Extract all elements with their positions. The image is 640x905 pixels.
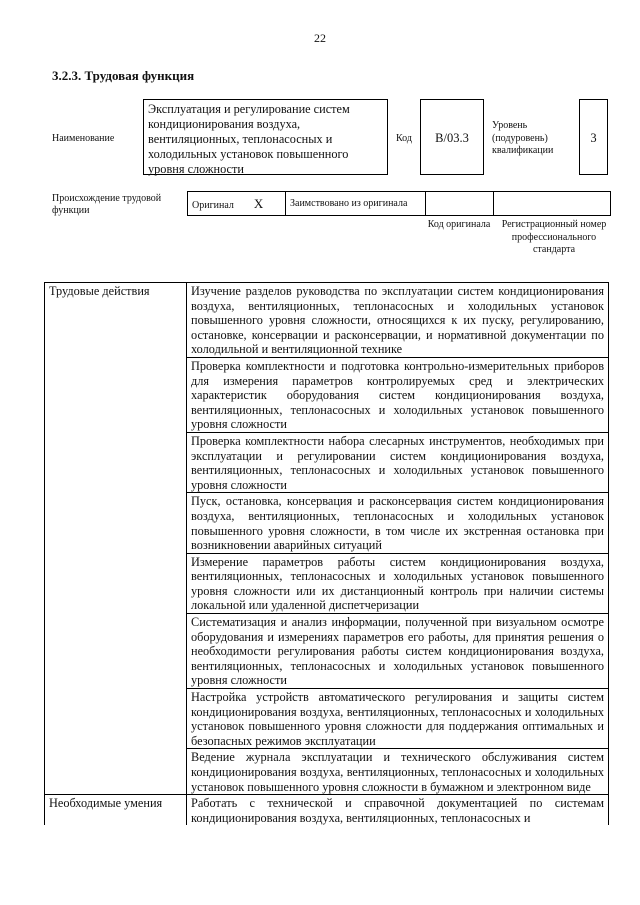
skill-item: Работать с технической и справочной документацией по системам кондиционирования воздуха, вентиляционных, теплонасосных и — [187, 795, 609, 826]
labor-action-row — [45, 283, 609, 358]
original-label: Оригинал — [192, 199, 234, 211]
origin-table — [187, 191, 611, 216]
labor-action-item: Пуск, остановка, консервация и расконсервация систем кондиционирования воздуха, вентиляционных, теплонасосных и холодильных установок повышенного уровня сложности, в том числе их экстренная остановка при возникновении аварийных ситуаций — [187, 493, 609, 553]
name-label: Наименование — [52, 133, 115, 144]
original-mark: X — [253, 195, 264, 211]
labor-action-item: Ведение журнала эксплуатации и технического обслуживания систем кондиционирования воздуха, вентиляционных, теплонасосных и холодильных установок повышенного уровня сложности в бумажном и электронном виде — [187, 749, 609, 795]
level-value-box: 3 — [579, 99, 608, 175]
origin-label: Происхождение трудовой функции — [52, 193, 162, 216]
skill-label: Необходимые умения — [45, 795, 187, 826]
reg-number-cell — [494, 192, 611, 216]
labor-action-item: Проверка комплектности набора слесарных инструментов, необходимых при эксплуатации и регулировании систем кондиционирования воздуха, вентиляционных, теплонасосных и холодильных установок повышенного уровня сложности — [187, 432, 609, 492]
code-original-label: Код оригинала — [427, 219, 491, 230]
labor-action-item: Систематизация и анализ информации, полученной при визуальном осмотре оборудования и измерениях параметров его работы, для принятия решения о необходимости регулирования работы систем кондиционирования воздуха, вентиляционных, теплонасосных и холодильных установок повышенного уровня сложности — [187, 614, 609, 689]
skill-row — [45, 795, 609, 826]
labor-action-item: Настройка устройств автоматического регулирования и защиты систем кондиционирования воздуха, вентиляционных, теплонасосных и холодильных установок повышенного уровня сложности для поддержания оптимальных и безопасных режимов эксплуатации — [187, 689, 609, 749]
section-title: 3.2.3. Трудовая функция — [52, 68, 195, 83]
page-number: 22 — [314, 31, 326, 45]
level-label: Уровень (подуровень) квалификации — [492, 120, 554, 156]
labor-action-label: Трудовые действия — [45, 283, 187, 795]
labor-function-table — [44, 282, 609, 825]
labor-action-item: Измерение параметров работы систем кондиционирования воздуха, вентиляционных, теплонасосных и холодильных установок повышенного уровня сложности или их дистанционный контроль при наличии системы локальной или удаленной диспетчеризации — [187, 553, 609, 613]
code-value-box: B/03.3 — [420, 99, 484, 175]
original-cell — [188, 192, 286, 216]
labor-action-item: Изучение разделов руководства по эксплуатации систем кондиционирования воздуха, вентиляционных, теплонасосных и холодильных установок повышенного уровня сложности, относящихся к их пуску, регулированию, остановке, консервации и расконсервации, и нормативной документации по холодильной и вентиляционной технике — [187, 283, 609, 358]
code-label: Код — [396, 133, 412, 144]
borrowed-label: Заимствовано из оригинала — [290, 198, 408, 209]
function-name-box: Эксплуатация и регулирование систем кондиционирования воздуха, вентиляционных, теплонасосных и холодильных установок повышенного уровня сложности — [143, 99, 388, 175]
labor-action-item: Проверка комплектности и подготовка контрольно-измерительных приборов для измерения параметров контролируемых сред и электрических характеристик оборудования систем кондиционирования воздуха, вентиляционных, теплонасосных и холодильных установок повышенного уровня сложности — [187, 357, 609, 432]
code-original-cell — [426, 192, 494, 216]
reg-number-label: Регистрационный номер профессионального стандарта — [501, 219, 607, 255]
borrowed-cell — [286, 192, 426, 216]
